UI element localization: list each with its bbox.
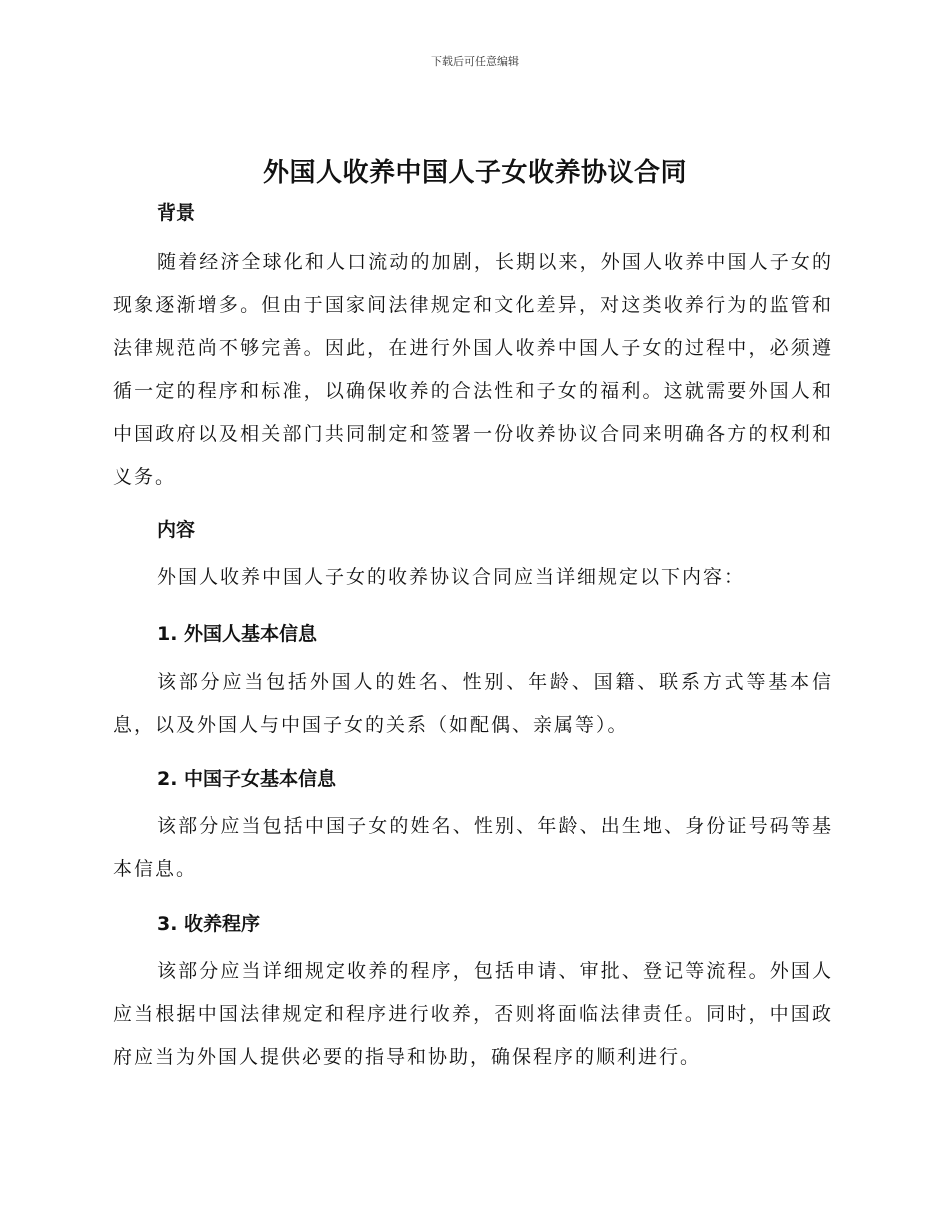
document-title: 外国人收养中国人子女收养协议合同 — [262, 158, 687, 188]
background-paragraph: 随着经济全球化和人口流动的加剧，长期以来，外国人收养中国人子女的现象逐渐增多。但由于国家间法律规定和文化差异，对这类收养行为的监管和法律规范尚不够完善。因此，在进行外国人收养中国人子女的过程中，必须遵循一定的程序和标准，以确保收养的合法性和子女的福利。这就需要外国人和中国政府以及相关部门共同制定和签署一份收养协议合同来明确各方的权利和义务。 — [113, 251, 833, 488]
item-heading-child-info: 2. 中国子女基本信息 — [157, 768, 337, 790]
child-info-paragraph: 该部分应当包括中国子女的姓名、性别、年龄、出生地、身份证号码等基本信息。 — [113, 815, 833, 880]
header-note: 下载后可任意编辑 — [431, 55, 519, 68]
item-heading-adoption-procedure: 3. 收养程序 — [157, 913, 261, 935]
content-intro-paragraph: 外国人收养中国人子女的收养协议合同应当详细规定以下内容： — [157, 566, 746, 588]
adoption-procedure-paragraph: 该部分应当详细规定收养的程序，包括申请、审批、登记等流程。外国人应当根据中国法律规定和程序进行收养，否则将面临法律责任。同时，中国政府应当为外国人提供必要的指导和协助，确保程序的顺利进行。 — [113, 960, 833, 1068]
section-heading-background: 背景 — [157, 202, 196, 224]
foreigner-info-paragraph: 该部分应当包括外国人的姓名、性别、年龄、国籍、联系方式等基本信息，以及外国人与中国子女的关系（如配偶、亲属等）。 — [113, 671, 833, 736]
section-heading-content: 内容 — [157, 519, 196, 541]
item-heading-foreigner-info: 1. 外国人基本信息 — [157, 623, 318, 645]
